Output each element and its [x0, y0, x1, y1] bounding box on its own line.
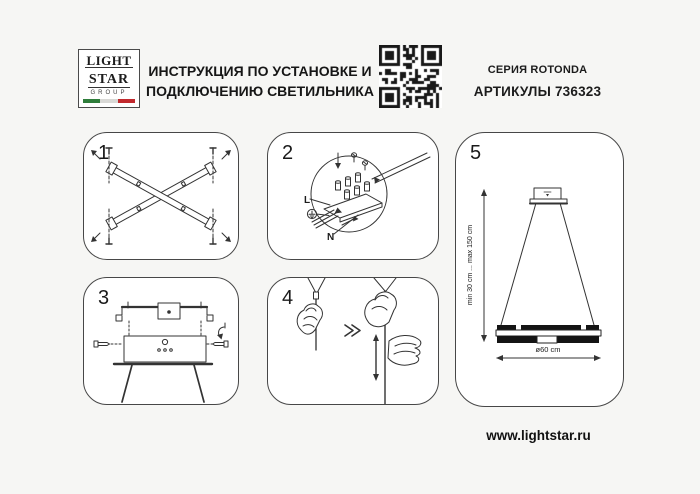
step-panel-5: [455, 132, 624, 407]
ceiling-bracket-mounting-icon: [84, 278, 238, 404]
logo-text-star: STAR: [88, 72, 130, 87]
article-number: АРТИКУЛЫ 736323: [473, 84, 602, 99]
series-label: СЕРИЯ ROTONDA: [487, 64, 588, 76]
step-number: 5: [470, 142, 482, 164]
height-range-label: min 30 cm ... max 150 cm: [467, 224, 474, 306]
diameter-label: ø60 cm: [535, 345, 561, 354]
live-wire-label: L: [304, 195, 311, 206]
crossbar-frame-assembly-icon: [84, 133, 238, 259]
step-number: 3: [98, 287, 110, 309]
product-info: [460, 64, 615, 99]
logo-text-group: GROUP: [90, 90, 128, 96]
hand-icon: [297, 304, 322, 334]
website-url: www.lightstar.ru: [486, 428, 591, 443]
step-panel-1: [83, 132, 239, 260]
cloth-icon: [388, 335, 421, 365]
hand-icon: [365, 292, 397, 327]
terminal-wiring-detail-icon: [268, 133, 438, 259]
title-line-1: ИНСТРУКЦИЯ ПО УСТАНОВКЕ И: [148, 63, 372, 79]
title-line-2: ПОДКЛЮЧЕНИЮ СВЕТИЛЬНИКА: [146, 83, 374, 99]
neutral-wire-label: N: [327, 232, 335, 243]
step-number: 4: [282, 287, 294, 309]
lightstar-logo: [78, 49, 140, 108]
ring-profile-icon: [496, 325, 601, 343]
pendant-dimensions-icon: [456, 133, 623, 406]
page-title: [140, 61, 380, 101]
qr-code: [379, 45, 442, 108]
step-number: 2: [282, 142, 294, 164]
italian-flag-icon: [83, 99, 135, 103]
step-panel-3: [83, 277, 239, 405]
logo-text-light: LIGHT: [86, 53, 132, 68]
step-panel-2: [267, 132, 439, 260]
cable-length-adjustment-icon: [268, 278, 438, 404]
screw-icon: [351, 153, 367, 170]
step-number: 1: [98, 142, 110, 164]
step-panel-4: [267, 277, 439, 405]
